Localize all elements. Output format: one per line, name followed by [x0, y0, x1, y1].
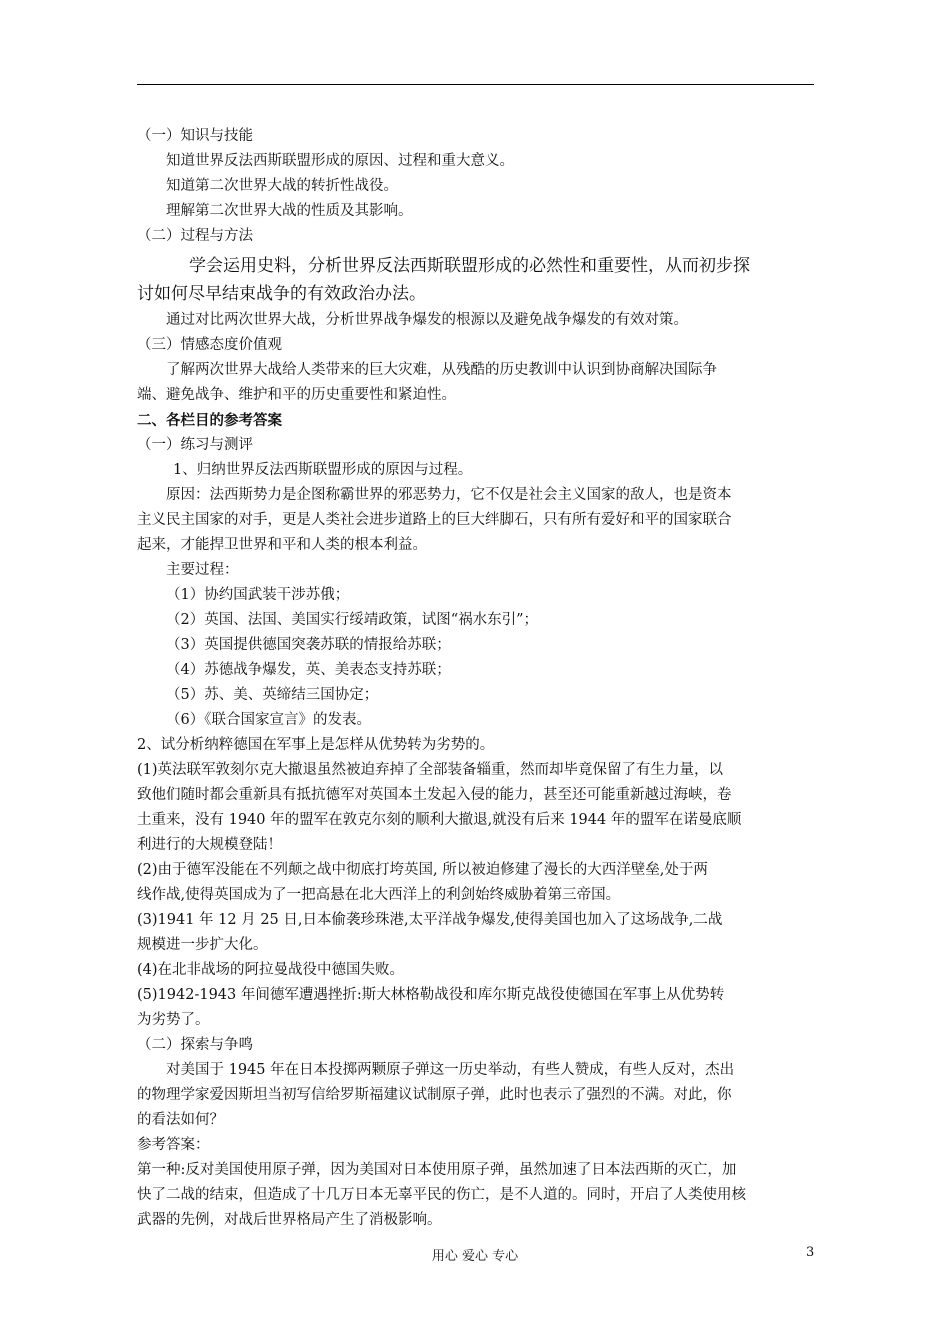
page-number: 3	[806, 1245, 815, 1260]
section-heading-explore: （二）探索与争鸣	[137, 1037, 253, 1053]
answer-paragraph	[137, 983, 815, 1033]
list-item: （1）协约国武装干涉苏俄；	[166, 587, 350, 603]
paragraph-line: 学会运用史料，分析世界反法西斯联盟形成的必然性和重要性，从而初步探	[189, 256, 750, 276]
paragraph-line: 线作战,使得英国成为了一把高悬在北大西洋上的利剑始终威胁着第三帝国。	[137, 887, 621, 903]
paragraph-line: 规模进一步扩大化。	[137, 937, 268, 953]
list-item: （3）英国提供德国突袭苏联的情报给苏联；	[166, 637, 451, 653]
section-heading-process: （二）过程与方法	[137, 228, 253, 244]
process-label: 主要过程：	[166, 562, 239, 578]
document-body	[137, 124, 815, 1233]
paragraph-line: 为劣势了。	[137, 1012, 210, 1028]
paragraph-line: 端、避免战争、维护和平的历史重要性和紧迫性。	[137, 387, 456, 403]
paragraph-line: 起来，才能捍卫世界和平和人类的根本利益。	[137, 537, 427, 553]
list-item: （5）苏、美、英缔结三国协定；	[166, 687, 379, 703]
answer-paragraph	[137, 1158, 815, 1233]
values-paragraph	[137, 358, 815, 408]
paragraph-line: (1)英法联军敦刻尔克大撤退虽然被迫弃掉了全部装备辎重，然而却毕竟保留了有生力量，以	[137, 762, 724, 778]
goal-line: 理解第二次世界大战的性质及其影响。	[166, 203, 413, 219]
footer-slogan: 用心 爱心 专心	[431, 1249, 519, 1264]
paragraph-line: 致他们随时都会重新具有抵抗德军对英国本土发起入侵的能力，甚至还可能重新越过海峡，卷	[137, 787, 732, 803]
paragraph-line: 的物理学家爱因斯坦当初写信给罗斯福建议试制原子弹，此时也表示了强烈的不满。对此，你	[137, 1087, 732, 1103]
paragraph-line: 主义民主国家的对手，更是人类社会进步道路上的巨大绊脚石，只有所有爱好和平的国家联合	[137, 512, 732, 528]
part-two-heading: 二、各栏目的参考答案	[137, 412, 282, 429]
section-heading-exercises: （一）练习与测评	[137, 437, 253, 453]
list-item: （2）英国、法国、美国实行绥靖政策，试图“祸水东引”；	[166, 612, 539, 628]
paragraph-line: 土重来，没有 1940 年的盟军在敦克尔刻的顺利大撤退,就没有后来 1944 年的盟军在诺曼底顺	[137, 812, 742, 828]
goal-line: 知道第二次世界大战的转折性战役。	[166, 178, 398, 194]
answer-paragraph	[137, 858, 815, 908]
paragraph-line: 的看法如何？	[137, 1112, 224, 1128]
paragraph-line: 对美国于 1945 年在日本投掷两颗原子弹这一历史举动，有些人赞成，有些人反对，杰出	[166, 1062, 735, 1078]
reason-paragraph	[137, 483, 815, 558]
paragraph-line: 了解两次世界大战给人类带来的巨大灾难，从残酷的历史教训中认识到协商解决国际争	[166, 362, 717, 378]
question-2: 2、试分析纳粹德国在军事上是怎样从优势转为劣势的。	[137, 737, 495, 753]
section-heading-values: （三）情感态度价值观	[137, 337, 282, 353]
paragraph-line: 武器的先例，对战后世界格局产生了消极影响。	[137, 1212, 442, 1228]
list-item: （4）苏德战争爆发，英、美表态支持苏联；	[166, 662, 451, 678]
answer-paragraph	[137, 758, 815, 858]
goal-line: 知道世界反法西斯联盟形成的原因、过程和重大意义。	[166, 153, 514, 169]
paragraph-line: 利进行的大规模登陆！	[137, 837, 282, 853]
paragraph-line: 快了二战的结束，但造成了十几万日本无辜平民的伤亡，是不人道的。同时，开启了人类使用核	[137, 1187, 746, 1203]
paragraph-line: 讨如何尽早结束战争的有效政治办法。	[137, 284, 426, 304]
header-rule	[137, 84, 814, 85]
process-paragraph-2: 通过对比两次世界大战，分析世界战争爆发的根源以及避免战争爆发的有效对策。	[166, 312, 688, 328]
paragraph-line: (2)由于德军没能在不列颠之战中彻底打垮英国, 所以被迫修建了漫长的大西洋壁垒,处于两	[137, 862, 708, 878]
paragraph-line: (3)1941 年 12 月 25 日,日本偷袭珍珠港,太平洋战争爆发,使得美国也加入了这场战争,二战	[137, 912, 723, 928]
reference-answer-label: 参考答案：	[137, 1137, 210, 1153]
question-1: 1、归纳世界反法西斯联盟形成的原因与过程。	[173, 462, 473, 478]
answer-paragraph	[137, 908, 815, 958]
explore-question	[137, 1058, 815, 1133]
paragraph-line: (5)1942-1943 年间德军遭遇挫折:斯大林格勒战役和库尔斯克战役使德国在军事上从优势转	[137, 987, 725, 1003]
answer-paragraph: (4)在北非战场的阿拉曼战役中德国失败。	[137, 962, 405, 978]
section-heading-knowledge: （一）知识与技能	[137, 128, 253, 144]
paragraph-line: 第一种:反对美国使用原子弹，因为美国对日本使用原子弹，虽然加速了日本法西斯的灭亡，加	[137, 1162, 737, 1178]
list-item: （6）《联合国家宣言》的发表。	[166, 712, 371, 728]
process-paragraph	[137, 249, 815, 308]
paragraph-line: 原因：法西斯势力是企图称霸世界的邪恶势力，它不仅是社会主义国家的敌人，也是资本	[166, 487, 732, 503]
